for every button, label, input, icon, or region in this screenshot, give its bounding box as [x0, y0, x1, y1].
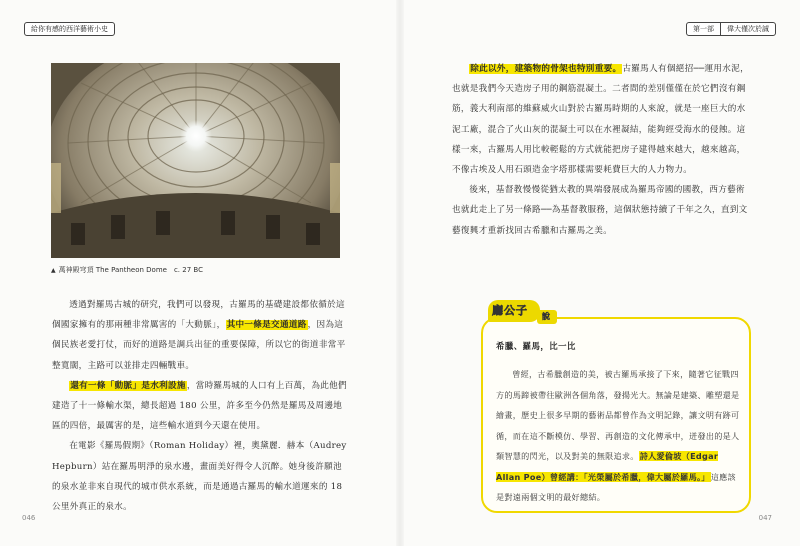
page-number-left: 046	[22, 514, 36, 522]
caption-text: 萬神殿穹頂 The Pantheon Dome c. 27 BC	[58, 266, 203, 274]
text-segment: 這應該是對遠兩個文明的最好總結。	[496, 471, 736, 502]
sidebar-badge-label: 廳公子	[492, 304, 528, 317]
caption-marker: ▲	[51, 267, 56, 274]
left-paragraph-3	[52, 436, 347, 517]
text-segment: 曾經，古希臘創造的美，被古羅馬承接了下來，隨著它征戰四方的馬蹄被帶往歐洲各個角落，發揚光大。無論是建築、雕塑還是繪畫，歷史上很多早期的藝術品都曾作為文明記錄，讓文明有跡可循，而在這不斷模仿、學習、再創造的文化傳承中，迸發出的是人類智慧的閃光，以及對美的無限追求。	[496, 369, 740, 461]
text-segment: 古羅馬人有個絕招──運用水泥，也就是我們今天造房子用的鋼筋混凝土。二者間的差別僅僅在於它們沒有鋼筋，義大利南部的維蘇威火山對於古羅馬時期的人來說，就是一座巨大的水泥工廠，混合了火山灰的混凝土可以在水裡凝結，能夠經受海水的侵蝕。這樣一來，古羅馬人用比較輕鬆的方式就能把房子建得越來越大，越來越高，不像古埃及人用石頭造金字塔那樣需要耗費巨大的人力物力。	[452, 64, 749, 176]
chapter-part: 第一部	[693, 25, 714, 33]
left-body-text	[52, 295, 347, 517]
sidebar-badge-tail-label: 說	[542, 312, 550, 321]
text-segment: ，因為這個民族老愛打仗，而好的道路是調兵出征的重要保障，所以它的街道非常平整寬闊，主路可以並排走四輛戰車。	[52, 320, 346, 371]
chapter-title: 偉大僅次於誠	[720, 23, 775, 35]
text-segment: 透過對羅馬古城的研究，我們可以發現，古羅馬的基礎建設都依循於這個國家擁有的那兩種非常厲害的「大動脈」，	[52, 300, 345, 331]
highlighted-text: 除此以外，建築物的骨架也特別重要。	[470, 64, 622, 74]
photo-caption	[51, 265, 203, 275]
right-paragraph-1	[452, 59, 752, 180]
left-paragraph-2	[52, 376, 347, 437]
highlighted-quote: 詩人愛倫坡（Edgar Allan Poe）曾經講：「光榮屬於希臘，偉大屬於羅馬。」	[496, 451, 719, 482]
text-segment: 在電影《羅馬假期》（Roman Holiday）裡，奧黛麗．赫本（Audrey Hepburn）站在羅馬明淨的泉水邊，畫面美好得令人沉醉。她身後許願池的泉水並非來自現代的城市供水系統，而是通過古羅馬的輸水道運來的 18 公里外真正的泉水。	[52, 441, 347, 513]
left-paragraph-1	[52, 295, 347, 376]
text-segment: ，當時羅馬城的人口有上百萬，為此他們建造了十一條輸水渠，總長超過 180 公里，許多至今仍然是羅馬及周邊地區的四倍，最厲害的是，這些輸水道到今天還在使用。	[52, 380, 347, 432]
highlighted-text: 其中一條是交通道路	[226, 320, 307, 331]
page-number-right: 047	[758, 514, 772, 522]
text-segment: 後來，基督教慢慢從猶太教的異端發展成為羅馬帝國的國教，西方藝術也就此走上了另一條路──為基督教服務，這個狀態持續了千年之久，直到文藝復興才重新找回古希臘和古羅馬之美。	[452, 185, 748, 236]
right-body-text	[452, 59, 752, 241]
sidebar-paragraph	[496, 364, 742, 508]
pantheon-dome-illustration	[51, 63, 340, 258]
book-gutter	[396, 0, 404, 546]
sidebar-subtitle: 希臘、羅馬，比一比	[496, 341, 576, 351]
book-title-tag: 給你有感的西洋藝術小史	[24, 22, 115, 36]
chapter-tag	[686, 22, 776, 36]
pantheon-dome-photo	[51, 63, 340, 258]
right-paragraph-2	[452, 180, 752, 241]
sidebar-body	[496, 364, 742, 508]
highlighted-text: 還有一條「動脈」是水利設施	[70, 380, 186, 391]
